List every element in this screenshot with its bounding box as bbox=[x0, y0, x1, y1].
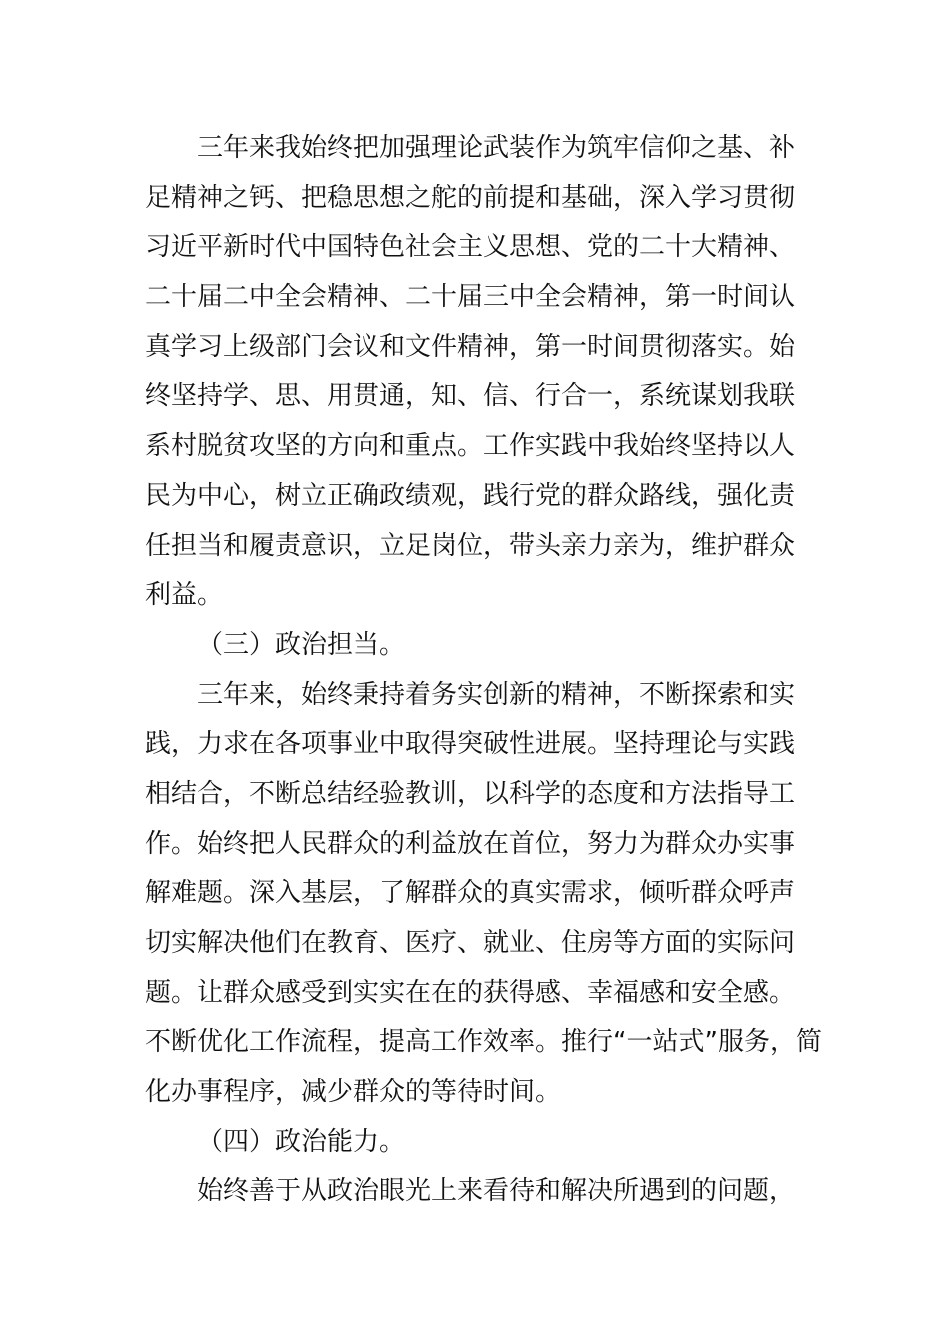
section-heading: （四）政治能力。 bbox=[197, 1126, 406, 1157]
paragraph-line: 解难题。深入基层，了解群众的真实需求，倾听群众呼声 bbox=[145, 878, 796, 909]
paragraph-line: 化办事程序，减少群众的等待时间。 bbox=[145, 1077, 562, 1108]
paragraph-line: 利益。 bbox=[145, 580, 224, 611]
paragraph-line: 相结合，不断总结经验教训，以科学的态度和方法指导工 bbox=[145, 778, 796, 809]
paragraph-line: 足精神之钙、把稳思想之舵的前提和基础，深入学习贯彻 bbox=[145, 182, 796, 213]
paragraph-line: 始终善于从政治眼光上来看待和解决所遇到的问题， bbox=[197, 1176, 796, 1207]
paragraph-line: 真学习上级部门会议和文件精神，第一时间贯彻落实。始 bbox=[145, 331, 796, 362]
paragraph-line: 切实解决他们在教育、医疗、就业、住房等方面的实际问 bbox=[145, 928, 796, 958]
paragraph-line: 任担当和履责意识，立足岗位，带头亲力亲为，维护群众 bbox=[145, 530, 796, 561]
paragraph-line: 民为中心，树立正确政绩观，践行党的群众路线，强化责 bbox=[145, 480, 796, 511]
paragraph-line: 题。让群众感受到实实在在的获得感、幸福感和安全感。 bbox=[145, 977, 796, 1008]
paragraph-line: 践，力求在各项事业中取得突破性进展。坚持理论与实践 bbox=[145, 729, 796, 760]
paragraph-line: 习近平新时代中国特色社会主义思想、党的二十大精神、 bbox=[145, 232, 796, 263]
paragraph-line: 不断优化工作流程，提高工作效率。推行“一站式”服务，简 bbox=[145, 1027, 822, 1058]
paragraph-line: 三年来，始终秉持着务实创新的精神，不断探索和实 bbox=[197, 679, 796, 710]
paragraph-line: 三年来我始终把加强理论武装作为筑牢信仰之基、补 bbox=[197, 133, 796, 163]
paragraph-line: 系村脱贫攻坚的方向和重点。工作实践中我始终坚持以人 bbox=[145, 431, 796, 462]
paragraph-line: 作。始终把人民群众的利益放在首位，努力为群众办实事 bbox=[145, 828, 796, 859]
section-heading: （三）政治担当。 bbox=[197, 629, 406, 660]
document-body bbox=[145, 124, 822, 1217]
paragraph-line: 二十届二中全会精神、二十届三中全会精神，第一时间认 bbox=[145, 282, 796, 313]
paragraph-line: 终坚持学、思、用贯通，知、信、行合一，系统谋划我联 bbox=[145, 381, 796, 412]
